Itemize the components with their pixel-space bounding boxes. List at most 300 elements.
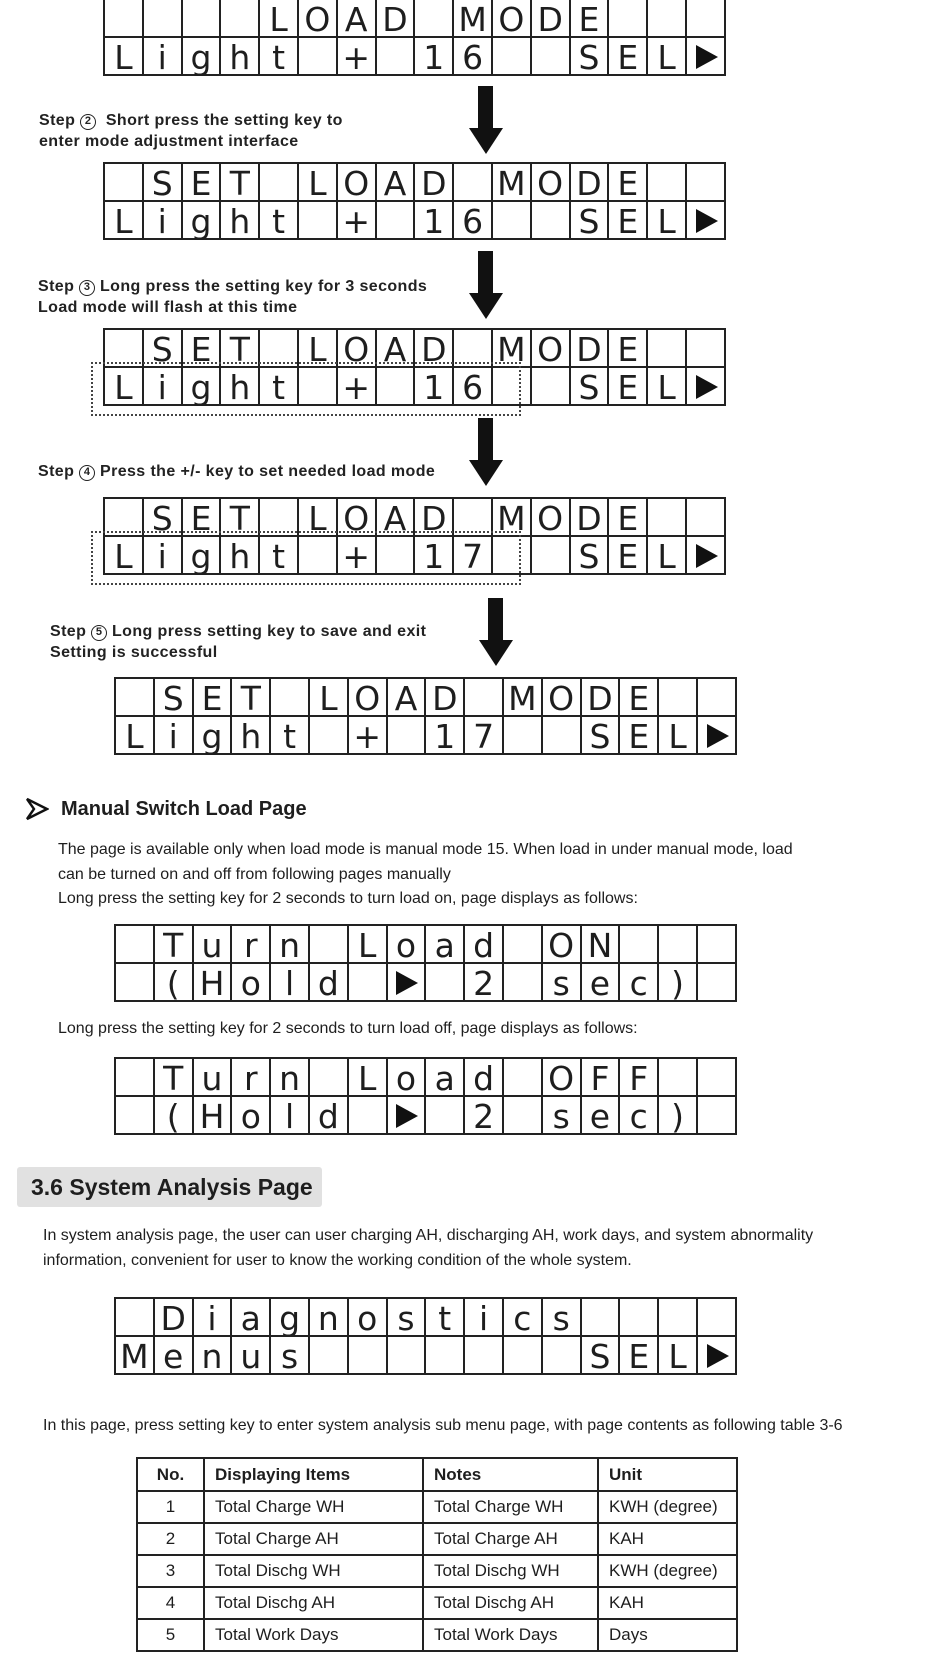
table-row (137, 1555, 737, 1587)
lcd-char: E (607, 366, 648, 406)
lcd-char: 7 (463, 715, 504, 755)
lcd-char: g (181, 366, 222, 406)
lcd-char: 6 (452, 200, 493, 240)
lcd-char: H (192, 962, 233, 1002)
lcd-char: O (541, 677, 582, 717)
lcd-char: S (142, 497, 183, 537)
section-heading: 3.6 System Analysis Page (17, 1167, 322, 1207)
lcd-row (114, 715, 737, 755)
lcd-char: A (375, 162, 416, 202)
lcd-char: L (657, 1335, 698, 1375)
lcd-char: i (463, 1297, 504, 1337)
lcd-char: i (142, 200, 183, 240)
lcd-char: + (347, 715, 388, 755)
lcd-char: s (541, 1297, 582, 1337)
lcd-char (646, 0, 687, 38)
lcd-char (530, 200, 571, 240)
lcd-char (114, 1057, 155, 1097)
lcd-char (375, 200, 416, 240)
load-off-instruction: Long press the setting key for 2 seconds to turn load off, page displays as follows: (58, 1020, 638, 1037)
table-row (137, 1587, 737, 1619)
lcd-char: e (580, 962, 621, 1002)
table-row (137, 1523, 737, 1555)
lcd-char: S (142, 162, 183, 202)
lcd-char: r (230, 924, 271, 964)
table-cell: Total Dischg AH (204, 1587, 423, 1619)
lcd-char: t (258, 36, 299, 76)
lcd-char (297, 366, 338, 406)
lcd-char (530, 366, 571, 406)
lcd-char: L (347, 924, 388, 964)
lcd-char: g (192, 715, 233, 755)
lcd-char (657, 677, 698, 717)
lcd-char (347, 1095, 388, 1135)
lcd-char: s (269, 1335, 310, 1375)
lcd-char: t (258, 366, 299, 406)
lcd-char: A (336, 0, 377, 38)
lcd-row (103, 535, 726, 575)
lcd-char: M (114, 1335, 155, 1375)
table-cell: Total Charge AH (204, 1523, 423, 1555)
lcd-char (452, 162, 493, 202)
lcd-char: h (219, 200, 260, 240)
lcd-char (297, 200, 338, 240)
lcd-char (646, 328, 687, 368)
step3-text: Step 3 Long press the setting key for 3 seconds Load mode will flash at this time (38, 278, 428, 316)
lcd-char (308, 715, 349, 755)
lcd-char: E (618, 677, 659, 717)
lcd-char: g (269, 1297, 310, 1337)
table-cell: Total Dischg AH (423, 1587, 598, 1619)
lcd-char: S (569, 366, 610, 406)
lcd-char: D (375, 0, 416, 38)
lcd-row (103, 162, 726, 202)
system-analysis-desc: In system analysis page, the user can user charging AH, discharging AH, work days, and system abnormality information, convenient for user to know the working condition of the whole system. (43, 1227, 814, 1269)
lcd-char: u (192, 1057, 233, 1097)
step4-text: Step 4 Press the +/- key to set needed load mode (38, 463, 436, 480)
lcd-char (347, 962, 388, 1002)
lcd-char (685, 0, 726, 38)
lcd-char: L (308, 677, 349, 717)
table-cell: Total Work Days (423, 1619, 598, 1651)
lcd-char (502, 1335, 543, 1375)
lcd-char: h (230, 715, 271, 755)
lcd-char (103, 162, 144, 202)
lcd-char: O (530, 497, 571, 537)
play-triangle-icon (707, 724, 729, 748)
select-arrow-icon (685, 366, 726, 406)
lcd-char: 2 (463, 1095, 504, 1135)
table-cell: 4 (137, 1587, 204, 1619)
lcd-char (424, 1095, 465, 1135)
lcd-char: r (230, 1057, 271, 1097)
lcd-char: 2 (463, 962, 504, 1002)
table-intro: In this page, press setting key to enter system analysis sub menu page, with page contents as following table 3-6 (43, 1417, 843, 1434)
lcd-char (347, 1335, 388, 1375)
lcd-char: E (607, 162, 648, 202)
select-arrow-icon (685, 36, 726, 76)
lcd-char: g (181, 535, 222, 575)
lcd-char: 1 (424, 715, 465, 755)
lcd-char: O (491, 0, 532, 38)
lcd-char: 6 (452, 366, 493, 406)
lcd-char (114, 677, 155, 717)
lcd-char: D (569, 328, 610, 368)
lcd-char: L (114, 715, 155, 755)
lcd-char: O (541, 1057, 582, 1097)
lcd-char: 6 (452, 36, 493, 76)
lcd-char (463, 1335, 504, 1375)
lcd-char (219, 0, 260, 38)
lcd-row (103, 36, 726, 76)
lcd-char: l (269, 962, 310, 1002)
lcd-char: L (103, 200, 144, 240)
lcd-char: c (618, 1095, 659, 1135)
lcd-char: F (580, 1057, 621, 1097)
lcd-step3 (103, 328, 726, 406)
lcd-char: c (502, 1297, 543, 1337)
lcd-char: L (347, 1057, 388, 1097)
lcd-char: M (502, 677, 543, 717)
lcd-char: D (569, 497, 610, 537)
select-arrow-icon (386, 1095, 427, 1135)
table-cell: Total Charge AH (423, 1523, 598, 1555)
lcd-char (386, 1335, 427, 1375)
table-cell: 2 (137, 1523, 204, 1555)
lcd-char (103, 497, 144, 537)
lcd-char: n (269, 924, 310, 964)
lcd-char (103, 328, 144, 368)
lcd-char: S (580, 1335, 621, 1375)
lcd-char (696, 1095, 737, 1135)
lcd-char: g (181, 200, 222, 240)
lcd-char (657, 924, 698, 964)
lcd-char: a (230, 1297, 271, 1337)
lcd-char (502, 962, 543, 1002)
play-triangle-icon (396, 1104, 418, 1128)
lcd-char: L (657, 715, 698, 755)
lcd-char (103, 0, 144, 38)
lcd-char (114, 924, 155, 964)
step2-text: Step 2 Short press the setting key to enter mode adjustment interface (39, 112, 343, 150)
lcd-char: T (219, 497, 260, 537)
lcd-char: n (269, 1057, 310, 1097)
lcd-char (491, 36, 532, 76)
lcd-char: M (491, 497, 532, 537)
lcd-char: h (219, 366, 260, 406)
lcd-char: + (336, 36, 377, 76)
lcd-step4 (103, 497, 726, 575)
lcd-char (502, 715, 543, 755)
lcd-char: d (308, 1095, 349, 1135)
lcd-char: c (618, 962, 659, 1002)
lcd-char: L (258, 0, 299, 38)
lcd-row (103, 0, 726, 38)
lcd-char: O (347, 677, 388, 717)
lcd-char (541, 1335, 582, 1375)
lcd-char: L (297, 328, 338, 368)
lcd-char: 7 (452, 535, 493, 575)
lcd-char: D (413, 162, 454, 202)
manual-switch-heading: Manual Switch Load Page (25, 797, 307, 821)
lcd-char: O (336, 328, 377, 368)
lcd-char (258, 328, 299, 368)
lcd-char: O (530, 328, 571, 368)
lcd-char: o (230, 1095, 271, 1135)
play-triangle-icon (707, 1344, 729, 1368)
lcd-char (114, 1297, 155, 1337)
table-cell: 5 (137, 1619, 204, 1651)
lcd-char (541, 715, 582, 755)
system-analysis-table (136, 1457, 738, 1652)
lcd-char (258, 162, 299, 202)
lcd-char (114, 1095, 155, 1135)
lcd-char: O (541, 924, 582, 964)
lcd-char: ( (153, 1095, 194, 1135)
lcd-char (696, 677, 737, 717)
lcd-char: E (607, 200, 648, 240)
lcd-char: h (219, 535, 260, 575)
table-header-row (137, 1458, 737, 1491)
lcd-row (114, 677, 737, 717)
lcd-char: D (153, 1297, 194, 1337)
lcd-char (375, 366, 416, 406)
header-cell: Displaying Items (204, 1458, 423, 1491)
lcd-char (463, 677, 504, 717)
lcd-char (502, 1095, 543, 1135)
lcd-char: ) (657, 1095, 698, 1135)
lcd-char: i (153, 715, 194, 755)
lcd-char (142, 0, 183, 38)
step5-text: Step 5 Long press setting key to save and exit Setting is successful (50, 623, 427, 661)
lcd-char: S (569, 36, 610, 76)
lcd-char: F (618, 1057, 659, 1097)
lcd-char: t (269, 715, 310, 755)
lcd-row (114, 962, 737, 1002)
lcd-char (618, 1297, 659, 1337)
table-cell: Total Charge WH (204, 1491, 423, 1523)
lcd-char: L (297, 162, 338, 202)
lcd-char: E (569, 0, 610, 38)
lcd-char (491, 366, 532, 406)
lcd-char (530, 535, 571, 575)
lcd-char: 1 (413, 535, 454, 575)
lcd-char: n (192, 1335, 233, 1375)
lcd-char: d (463, 924, 504, 964)
lcd-char: l (269, 1095, 310, 1135)
lcd-char: e (580, 1095, 621, 1135)
lcd-char (685, 328, 726, 368)
lcd-char (424, 962, 465, 1002)
lcd-char: E (181, 162, 222, 202)
table-cell: KAH (598, 1523, 737, 1555)
lcd-load-on (114, 924, 737, 1002)
lcd-char (646, 162, 687, 202)
lcd-char: D (580, 677, 621, 717)
lcd-char: L (646, 36, 687, 76)
lcd-char (646, 497, 687, 537)
lcd-char: D (413, 497, 454, 537)
lcd-char: D (424, 677, 465, 717)
lcd-char (297, 535, 338, 575)
lcd-char (685, 162, 726, 202)
header-cell: Notes (423, 1458, 598, 1491)
lcd-char (181, 0, 222, 38)
lcd-char: A (375, 328, 416, 368)
lcd-char: E (607, 497, 648, 537)
lcd-char (502, 1057, 543, 1097)
table-cell: KAH (598, 1587, 737, 1619)
lcd-char: E (192, 677, 233, 717)
down-arrow-icon (469, 86, 503, 156)
lcd-char: E (607, 328, 648, 368)
lcd-char: S (153, 677, 194, 717)
play-triangle-icon (696, 209, 718, 233)
lcd-char (491, 535, 532, 575)
lcd-char: o (386, 924, 427, 964)
select-arrow-icon (696, 1335, 737, 1375)
lcd-char: t (258, 200, 299, 240)
lcd-char (258, 497, 299, 537)
lcd-char: O (297, 0, 338, 38)
lcd-row (103, 200, 726, 240)
lcd-char: s (541, 1095, 582, 1135)
lcd-char: i (142, 366, 183, 406)
play-triangle-icon (696, 544, 718, 568)
lcd-char: o (347, 1297, 388, 1337)
lcd-step1 (103, 0, 726, 76)
lcd-char: E (618, 715, 659, 755)
lcd-char: E (181, 328, 222, 368)
select-arrow-icon (696, 715, 737, 755)
lcd-char (386, 715, 427, 755)
table-row (137, 1491, 737, 1523)
lcd-char (308, 924, 349, 964)
lcd-char: L (103, 535, 144, 575)
header-cell: Unit (598, 1458, 737, 1491)
play-triangle-icon (396, 971, 418, 995)
lcd-char: i (142, 535, 183, 575)
lcd-char (607, 0, 648, 38)
lcd-row (114, 1297, 737, 1337)
lcd-char: o (386, 1057, 427, 1097)
lcd-char: h (219, 36, 260, 76)
lcd-char: E (607, 535, 648, 575)
lcd-char: + (336, 366, 377, 406)
lcd-char: u (230, 1335, 271, 1375)
lcd-char (696, 1057, 737, 1097)
lcd-char: a (424, 924, 465, 964)
table-row (137, 1619, 737, 1651)
lcd-char (685, 497, 726, 537)
lcd-row (103, 497, 726, 537)
lcd-char: + (336, 535, 377, 575)
lcd-char: L (103, 366, 144, 406)
lcd-char: d (463, 1057, 504, 1097)
lcd-char: M (491, 162, 532, 202)
lcd-char (452, 328, 493, 368)
lcd-char: t (258, 535, 299, 575)
select-arrow-icon (685, 200, 726, 240)
table-cell: 1 (137, 1491, 204, 1523)
header-cell: No. (137, 1458, 204, 1491)
lcd-char (618, 924, 659, 964)
lcd-char (491, 200, 532, 240)
lcd-char: a (424, 1057, 465, 1097)
lcd-char: L (646, 535, 687, 575)
lcd-row (114, 1335, 737, 1375)
lcd-char: T (219, 162, 260, 202)
lcd-char: s (386, 1297, 427, 1337)
down-arrow-icon (469, 251, 503, 321)
lcd-char: T (153, 1057, 194, 1097)
lcd-char: i (142, 36, 183, 76)
lcd-char: T (230, 677, 271, 717)
arrowhead-bullet-icon (25, 797, 49, 821)
lcd-char (424, 1335, 465, 1375)
lcd-char: O (336, 162, 377, 202)
down-arrow-icon (479, 598, 513, 668)
lcd-char: S (142, 328, 183, 368)
lcd-char: + (336, 200, 377, 240)
lcd-char (413, 0, 454, 38)
lcd-char: M (452, 0, 493, 38)
lcd-char: E (181, 497, 222, 537)
lcd-row (103, 366, 726, 406)
lcd-char: D (569, 162, 610, 202)
lcd-char (696, 962, 737, 1002)
lcd-char: S (569, 535, 610, 575)
lcd-char: S (580, 715, 621, 755)
lcd-char (297, 36, 338, 76)
play-triangle-icon (696, 45, 718, 69)
lcd-row (114, 924, 737, 964)
lcd-char: H (192, 1095, 233, 1135)
lcd-char: g (181, 36, 222, 76)
table-cell: Days (598, 1619, 737, 1651)
lcd-char (696, 924, 737, 964)
lcd-char: E (607, 36, 648, 76)
lcd-char: L (646, 366, 687, 406)
lcd-char: O (336, 497, 377, 537)
manual-switch-intro: The page is available only when load mode is manual mode 15. When load in under manual mode, load can be turned on and off from following pages manually Long press the setting key for 2 seconds to turn load on, page displays as follows: (58, 841, 793, 907)
lcd-char: ( (153, 962, 194, 1002)
table-cell: KWH (degree) (598, 1555, 737, 1587)
lcd-char: O (530, 162, 571, 202)
lcd-row (114, 1095, 737, 1135)
lcd-load-off (114, 1057, 737, 1135)
lcd-char: n (308, 1297, 349, 1337)
lcd-char (530, 36, 571, 76)
lcd-char: t (424, 1297, 465, 1337)
lcd-char: T (219, 328, 260, 368)
play-triangle-icon (696, 375, 718, 399)
lcd-char: M (491, 328, 532, 368)
lcd-step2 (103, 162, 726, 240)
select-arrow-icon (685, 535, 726, 575)
lcd-char (375, 36, 416, 76)
lcd-char: D (413, 328, 454, 368)
select-arrow-icon (386, 962, 427, 1002)
table-cell: KWH (degree) (598, 1491, 737, 1523)
lcd-char: L (646, 200, 687, 240)
lcd-char: E (618, 1335, 659, 1375)
lcd-char: s (541, 962, 582, 1002)
lcd-row (103, 328, 726, 368)
lcd-char (580, 1297, 621, 1337)
lcd-char (696, 1297, 737, 1337)
lcd-char (269, 677, 310, 717)
